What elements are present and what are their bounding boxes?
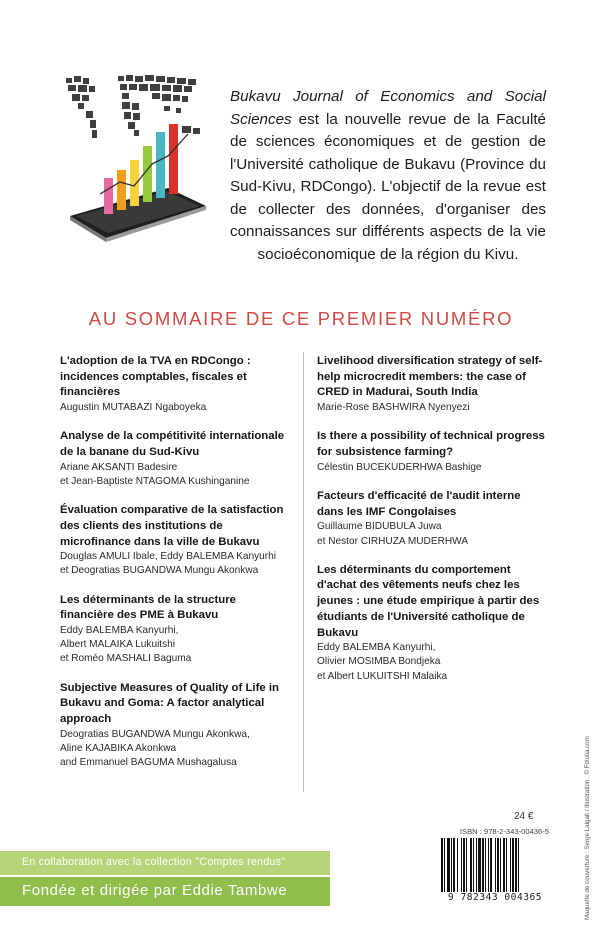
cover-credit: Maquette de couverture : Serge Laigait / Illustration : © Fotolia.com — [584, 736, 591, 920]
article-entry — [60, 429, 292, 489]
barcode-bar — [490, 838, 492, 892]
section-title: AU SOMMAIRE DE CE PREMIER NUMÉRO — [88, 308, 514, 329]
barcode-bar — [478, 838, 481, 892]
barcode-bar — [470, 838, 472, 892]
article-title: Subjective Measures of Quality of Life in Bukavu and Goma: A factor analytical approach — [60, 681, 280, 726]
intro-text: est la nouvelle revue de la Faculté de sciences économiques et de gestion de l'Université catholique de Bukavu (Province du Sud-Kivu, RDCongo). L'objectif de la revue est de collecter des données, d'organiser des connaissances sur différents aspects de la vie socioéconomique de la région du Kivu. — [230, 110, 546, 263]
barcode-bar — [444, 838, 445, 892]
article-entry — [60, 503, 292, 579]
article-entry — [60, 593, 292, 667]
barcode-number: 9 782343 004365 — [447, 892, 543, 903]
barcode-bar — [457, 838, 458, 892]
article-author: Eddy BALEMBA Kanyurhi, — [60, 625, 179, 637]
article-author: Célestin BUCEKUDERHWA Bashige — [317, 461, 482, 473]
article-entry — [317, 354, 549, 415]
barcode-bar — [488, 838, 489, 892]
articles-right-column — [317, 354, 549, 698]
article-author: Eddy BALEMBA Kanyurhi, — [317, 642, 436, 654]
barcode-bar — [515, 838, 517, 892]
article-entry — [60, 681, 292, 771]
article-author: et Albert LUKUITSHI Malaika — [317, 670, 448, 682]
barcode-bar — [510, 838, 511, 892]
article-author: Guillaume BIDUBULA Juwa — [317, 521, 442, 533]
barcode-bar — [503, 838, 505, 892]
article-author: Douglas AMULI Ibale, Eddy BALEMBA Kanyurhi — [60, 551, 277, 563]
barcode-bar — [473, 838, 474, 892]
article-author: et Roméo MASHALI Baguma — [60, 653, 192, 665]
isbn: ISBN : 978-2-343-00436-5 — [459, 827, 549, 836]
barcode-bar — [518, 838, 519, 892]
barcode-bar — [512, 838, 514, 892]
article-author: Augustin MUTABAZI Ngaboyeka — [60, 402, 207, 414]
article-title: Les déterminants de la structure financière des PME à Bukavu — [60, 593, 236, 622]
barcode-bar — [447, 838, 450, 892]
founder-band — [0, 877, 330, 906]
article-author: et Nestor CIRHUZA MUDERHWA — [317, 535, 469, 547]
founder-text: Fondée et dirigée par Eddie Tambwe — [22, 882, 288, 899]
barcode-bar — [466, 838, 467, 892]
articles-left-column — [60, 354, 292, 784]
barcode-bar — [497, 838, 499, 892]
cover-illustration — [60, 66, 210, 254]
collaboration-text: En collaboration avec la collection "Comptes rendus" — [22, 856, 286, 868]
article-entry — [317, 563, 549, 684]
article-author: Ariane AKSANTI Badesire — [60, 461, 178, 473]
article-entry — [317, 489, 549, 549]
article-title: Is there a possibility of technical progress for subsistence farming? — [317, 430, 545, 459]
article-entry — [60, 354, 292, 415]
article-author: Albert MALAIKA Lukuitshi — [60, 639, 176, 651]
article-title: L'adoption de la TVA en RDCongo : incidences comptables, fiscales et financières — [60, 355, 251, 399]
barcode-bar — [461, 838, 462, 892]
barcode-bar — [463, 838, 465, 892]
intro-paragraph — [230, 86, 546, 266]
article-author: Aline KAJABIKA Akonkwa — [60, 742, 177, 754]
barcode-bar — [453, 838, 455, 892]
barcode-bar — [451, 838, 452, 892]
article-author: Deogratias BUGANDWA Mungu Akonkwa, — [60, 728, 250, 740]
article-title: Analyse de la compétitivité internationale de la banane du Sud-Kivu — [60, 430, 285, 459]
column-divider — [303, 352, 304, 792]
price: 24 € — [514, 811, 534, 822]
article-title: Facteurs d'efficacité de l'audit interne dans les IMF Congolaises — [317, 489, 521, 518]
article-entry — [317, 429, 549, 475]
article-title: Évaluation comparative de la satisfaction des clients des institutions de microfinance dans la ville de Bukavu — [60, 504, 284, 548]
barcode-bar — [476, 838, 477, 892]
article-title: Les déterminants du comportement d'achat des vêtements neufs chez les jeunes : une étude empirique à partir des étudiants de l'Université catholique de Bukavu — [317, 563, 540, 639]
barcode-bar — [495, 838, 496, 892]
article-author: et Deogratias BUGANDWA Mungu Akonkwa — [60, 565, 259, 577]
article-author: Marie-Rose BASHWIRA Nyenyezi — [317, 402, 470, 414]
journal-name: Bukavu Journal of Economics and Social Sciences — [230, 88, 546, 128]
article-author: and Emmanuel BAGUMA Mushagalusa — [60, 757, 237, 769]
article-title: Livelihood diversification strategy of self-help microcredit members: the case of CRED in Madurai, South India — [317, 355, 543, 399]
article-author: et Jean-Baptiste NTAGOMA Kushinganine — [60, 475, 250, 487]
barcode-bar — [485, 838, 486, 892]
barcode-bar — [482, 838, 484, 892]
article-author: Olivier MOSIMBA Bondjeka — [317, 656, 441, 668]
barcode — [439, 838, 551, 894]
barcode-bar — [506, 838, 507, 892]
barcode-bar — [500, 838, 501, 892]
barcode-bar — [441, 838, 443, 892]
collaboration-band — [0, 851, 330, 875]
